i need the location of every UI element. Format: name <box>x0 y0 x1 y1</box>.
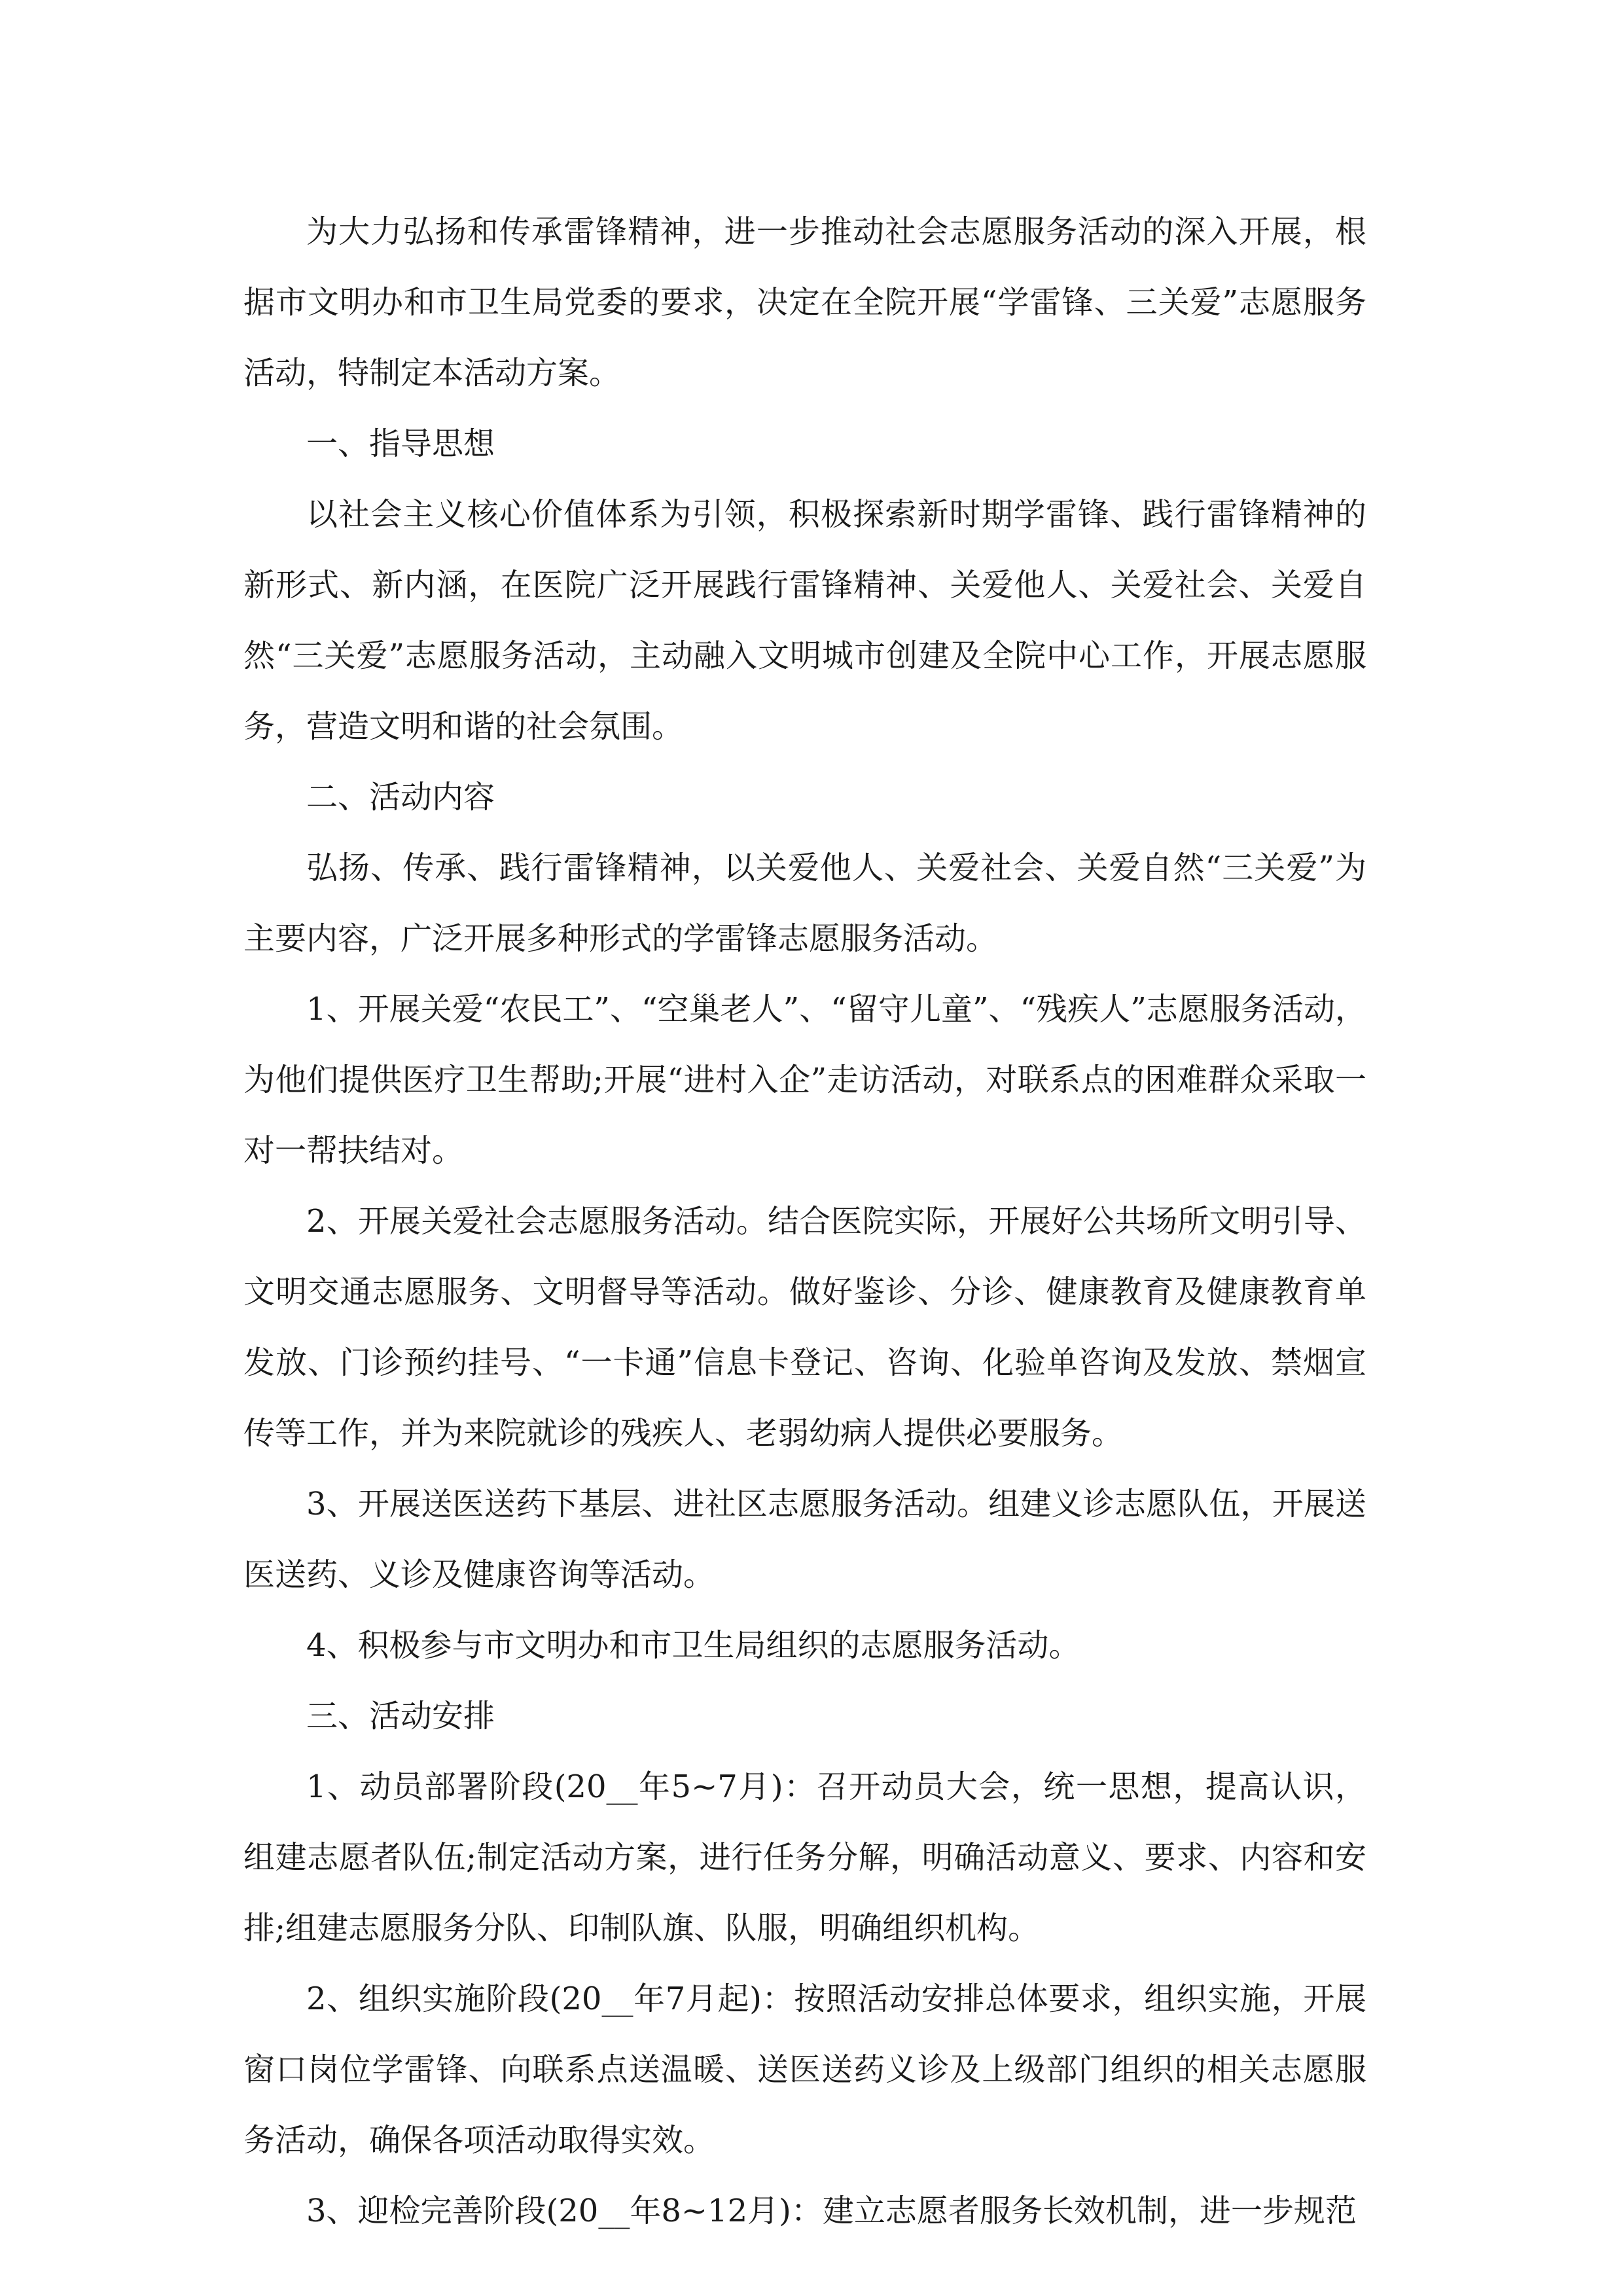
list-item-schedule-2: 2、组织实施阶段(20__年7月起)：按照活动安排总体要求，组织实施，开展窗口岗位学雷锋、向联系点送温暖、送医送药义诊及上级部门组织的相关志愿服务活动，确保各项活动取得实效。 <box>243 1981 1366 2159</box>
paragraph-intro: 为大力弘扬和传承雷锋精神，进一步推动社会志愿服务活动的深入开展，根据市文明办和市卫生局党委的要求，决定在全院开展“学雷锋、三关爱”志愿服务活动，特制定本活动方案。 <box>243 213 1366 391</box>
section-heading-guiding-ideology: 一、指导思想 <box>306 425 495 462</box>
document-body <box>243 196 1366 2246</box>
list-item-content-1: 1、开展关爱“农民工”、“空巢老人”、“留守儿童”、“残疾人”志愿服务活动，为他们提供医疗卫生帮助;开展“进村入企”走访活动，对联系点的困难群众采取一对一帮扶结对。 <box>243 991 1366 1169</box>
list-item-content-3: 3、开展送医送药下基层、进社区志愿服务活动。组建义诊志愿队伍，开展送医送药、义诊及健康咨询等活动。 <box>243 1486 1366 1593</box>
paragraph-activity-content: 弘扬、传承、践行雷锋精神，以关爱他人、关爱社会、关爱自然“三关爱”为主要内容，广泛开展多种形式的学雷锋志愿服务活动。 <box>243 850 1366 957</box>
section-heading-activity-content: 二、活动内容 <box>306 779 495 816</box>
list-item-content-4: 4、积极参与市文明办和市卫生局组织的志愿服务活动。 <box>306 1627 1080 1664</box>
section-heading-activity-schedule: 三、活动安排 <box>306 1698 495 1734</box>
list-item-schedule-3: 3、迎检完善阶段(20__年8~12月)：建立志愿者服务长效机制，进一步规范 <box>306 2193 1357 2229</box>
paragraph-guiding-ideology: 以社会主义核心价值体系为引领，积极探索新时期学雷锋、践行雷锋精神的新形式、新内涵，在医院广泛开展践行雷锋精神、关爱他人、关爱社会、关爱自然“三关爱”志愿服务活动，主动融入文明城市创建及全院中心工作，开展志愿服务，营造文明和谐的社会氛围。 <box>243 496 1366 745</box>
list-item-content-2: 2、开展关爱社会志愿服务活动。结合医院实际，开展好公共场所文明引导、文明交通志愿服务、文明督导等活动。做好鉴诊、分诊、健康教育及健康教育单发放、门诊预约挂号、“一卡通”信息卡登记、咨询、化验单咨询及发放、禁烟宣传等工作，并为来院就诊的残疾人、老弱幼病人提供必要服务。 <box>243 1203 1366 1452</box>
list-item-schedule-1: 1、动员部署阶段(20__年5~7月)：召开动员大会，统一思想，提高认识，组建志愿者队伍;制定活动方案，进行任务分解，明确活动意义、要求、内容和安排;组建志愿服务分队、印制队旗、队服，明确组织机构。 <box>243 1768 1366 1946</box>
